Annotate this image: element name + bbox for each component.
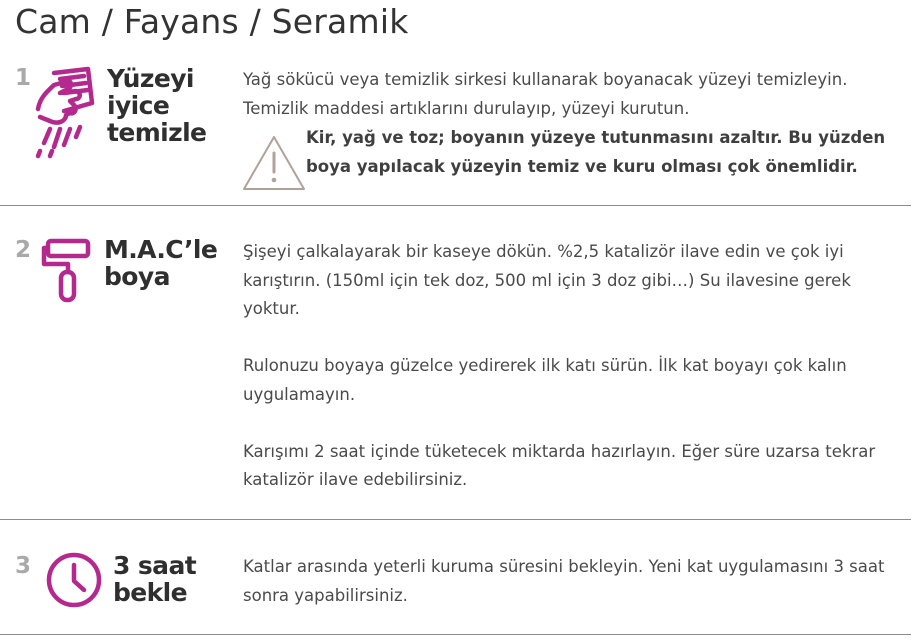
paragraph: Rulonuzu boyaya güzelce yedirerek ilk katı sürün. İlk kat boyayı çok kalın uygulamayın. [243,356,847,404]
step-heading: M.A.C’le boya [104,235,218,291]
step-description [243,238,908,495]
step-description [243,553,908,610]
step-heading: 3 saat bekle [113,551,197,607]
paragraph: Yağ sökücü veya temizlik sirkesi kullanarak boyanacak yüzeyi temizleyin. Temizlik maddesi artıklarını durulayıp, yüzeyi kurutun. [243,70,848,118]
step-number: 1 [15,65,32,91]
step-heading: Yüzeyi iyice temizle [107,64,207,147]
step-number: 3 [15,553,32,579]
paragraph: Katlar arasında yeterli kuruma süresini bekleyin. Yeni kat uygulamasını 3 saat sonra yapabilirsiniz. [243,557,885,605]
warning-text: Kir, yağ ve toz; boyanın yüzeye tutunmasını azaltır. Bu yüzden boya yapılacak yüzeyin temiz ve kuru olması çok önemlidir. [306,128,886,176]
clock-icon [45,551,103,613]
paragraph: Karışımı 2 saat içinde tüketecek miktarda hazırlayın. Eğer süre uzarsa tekrar katalizör ilave edebilirsiniz. [243,441,876,489]
warning-triangle-icon [241,134,307,202]
step-description [243,66,908,123]
paragraph: Şişeyi çalkalayarak bir kaseye dökün. %2,5 katalizör ilave edin ve çok iyi karıştırın. (150ml için tek doz, 500 ml için 3 doz gibi…) Su ilavesine gerek yoktur. [243,242,851,318]
step-number: 2 [15,237,32,263]
hand-washing-icon [30,65,100,164]
paint-roller-icon [40,238,96,308]
divider [0,205,911,206]
warning-note [243,124,908,181]
page-title: Cam / Fayans / Seramik [15,2,409,41]
divider [0,634,911,635]
divider [0,519,911,520]
